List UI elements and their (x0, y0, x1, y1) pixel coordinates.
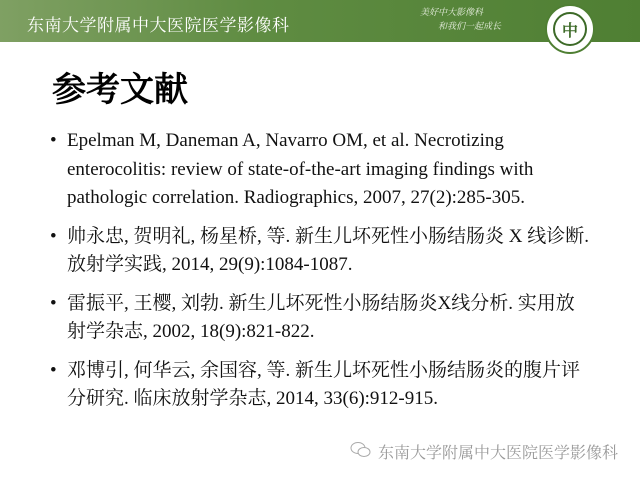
list-item (50, 357, 590, 414)
list-item (50, 290, 590, 347)
wechat-icon (350, 441, 372, 463)
header-title: 东南大学附属中大医院医学影像科 (27, 16, 290, 36)
seal-glyph: 中 (553, 12, 587, 46)
list-item (50, 127, 590, 213)
bullet-icon: • (50, 225, 57, 247)
reference-text: Epelman M, Daneman A, Navarro OM, et al. Necrotizing enterocolitis: review of state-of-the-art imaging findings with pathologic correlation. Radiographics, 2007, 27(2):285-305. (67, 130, 534, 208)
list-item (50, 223, 590, 280)
reference-text: 邓博引, 何华云, 余国容, 等. 新生儿坏死性小肠结肠炎的腹片评分研究. 临床放射学杂志, 2014, 33(6):912-915. (67, 359, 581, 409)
header-banner (0, 0, 640, 42)
page-title: 参考文献 (52, 70, 188, 110)
motto-line: 美好中大影像科 (420, 8, 484, 18)
bullet-icon: • (50, 130, 57, 151)
watermark (350, 440, 618, 463)
bullet-icon: • (50, 292, 57, 314)
watermark-text: 东南大学附属中大医院医学影像科 (378, 443, 619, 462)
motto-line: 和我们一起成长 (438, 22, 502, 32)
reference-text: 帅永忠, 贺明礼, 杨星桥, 等. 新生儿坏死性小肠结肠炎 X 线诊断. 放射学实践, 2014, 29(9):1084-1087. (67, 225, 589, 275)
reference-text: 雷振平, 王樱, 刘勃. 新生儿坏死性小肠结肠炎X线分析. 实用放射学杂志, 2002, 18(9):821-822. (67, 292, 575, 342)
hospital-seal-logo (545, 4, 595, 54)
motto (420, 6, 501, 34)
bullet-icon: • (50, 359, 57, 381)
reference-list (50, 127, 590, 424)
